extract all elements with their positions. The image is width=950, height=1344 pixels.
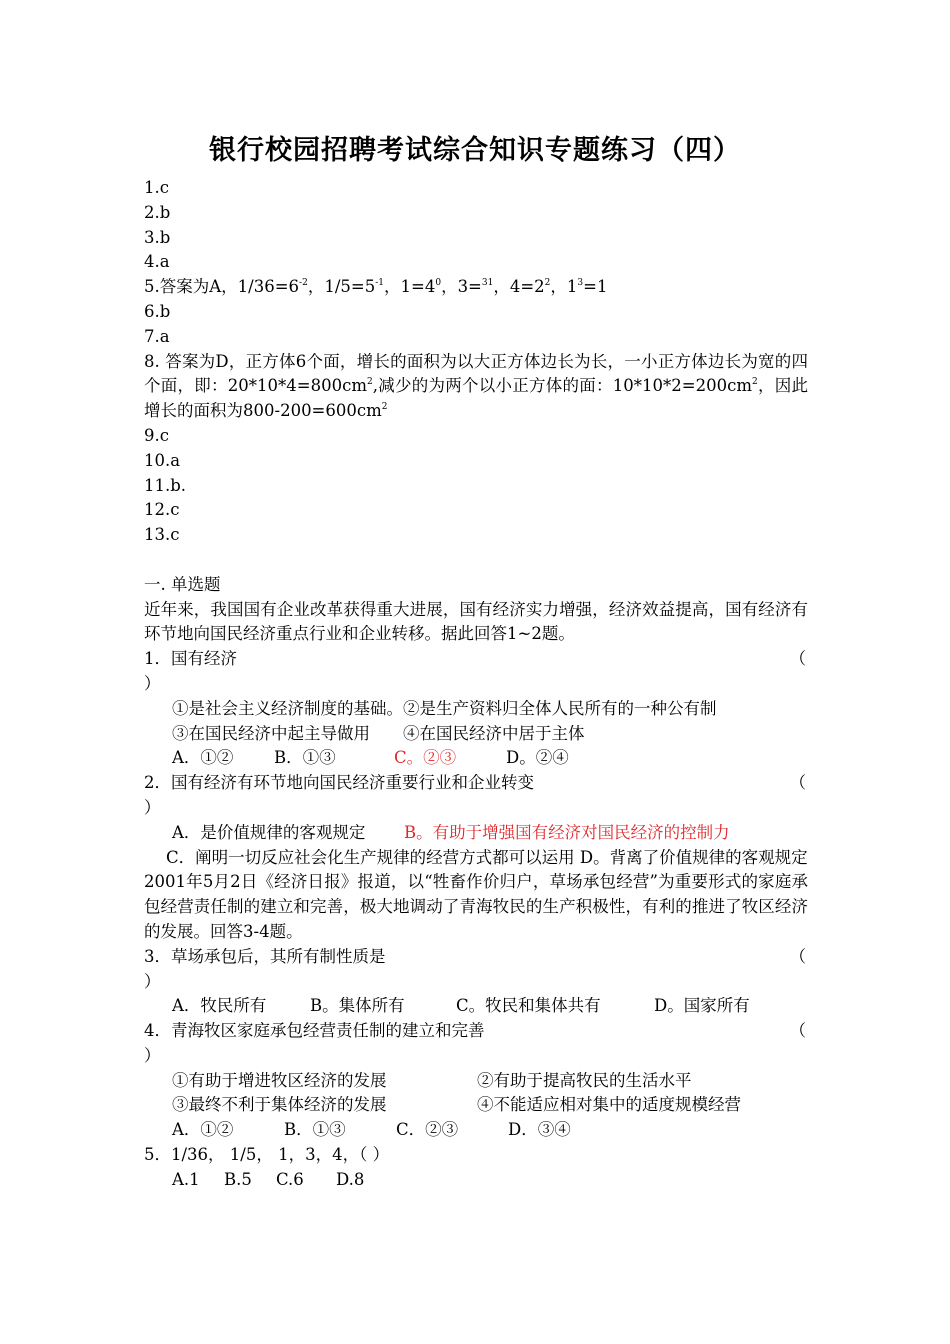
exponent: 0	[435, 277, 442, 288]
answer-8-text: ，因此增长的面积为800-200=600cm	[144, 376, 809, 421]
choice-b: B.5	[224, 1169, 252, 1189]
answer-12: 12.c	[144, 500, 180, 520]
question-1-stem: 1．国有经济	[144, 649, 237, 669]
question-4-stem-row	[144, 1019, 808, 1044]
question-2-choices-cd	[144, 846, 808, 871]
statement-2: ②有助于提高牧民的生活水平	[477, 1070, 692, 1090]
choice-b: B．①③	[284, 1120, 346, 1140]
section-heading: 一. 单选题	[144, 574, 221, 594]
answer-13: 13.c	[144, 525, 180, 545]
answer-5-text: ，3=	[441, 277, 482, 297]
answer-11: 11.b.	[144, 475, 187, 495]
answer-1: 1.c	[144, 178, 169, 197]
exponent: -1	[375, 277, 384, 288]
statement-4: ④不能适应相对集中的适度规模经营	[477, 1095, 741, 1115]
answer-8	[144, 350, 808, 424]
question-1-stem-row	[144, 647, 808, 672]
exponent: -2	[299, 277, 308, 288]
spacer	[144, 548, 808, 573]
exponent: 31	[481, 277, 494, 288]
answer-blank-close: ）	[144, 797, 161, 817]
choice-a: A．牧民所有	[172, 996, 267, 1016]
question-1-statements-2: ③在国民经济中起主导做用 ④在国民经济中居于主体	[172, 723, 585, 743]
choice-c: C．②③	[396, 1120, 459, 1140]
question-5-stem: 5．1/36， 1/5， 1，3，4，（ ）	[144, 1145, 390, 1165]
choice-d: D。国家所有	[654, 996, 750, 1016]
exponent: 2	[544, 277, 551, 288]
question-3-stem: 3．草场承包后，其所有制性质是	[144, 946, 386, 966]
choice-b: B。集体所有	[310, 996, 405, 1016]
answer-blank-open: （	[789, 773, 806, 793]
answer-blank-close: ）	[144, 673, 161, 693]
answer-3: 3.b	[144, 227, 171, 247]
choice-a: A．①②	[172, 1120, 234, 1140]
statement-3: ③最终不利于集体经济的发展	[172, 1095, 387, 1115]
question-4-statements-2	[144, 1093, 808, 1118]
page-title: 银行校园招聘考试综合知识专题练习（四）	[209, 135, 741, 166]
answer-blank-close: ）	[144, 971, 161, 991]
choice-a: A.1	[172, 1169, 200, 1189]
choice-c: C。牧民和集体共有	[456, 996, 601, 1016]
answer-5-text: ，1/5=5	[307, 277, 376, 297]
choice-a: A．是价值规律的客观规定	[172, 822, 366, 842]
intro-paragraph-1: 近年来，我国国有企业改革获得重大进展，国有经济实力增强，经济效益提高，国有经济有环节地向国民经济重点行业和企业转移。据此回答1~2题。	[144, 599, 808, 644]
answer-8-text: 8. 答案为D，正方体6个面，增长的面积为以大正方体边长为长，一小正方体边长为宽的四个面，即：20*10*4=800cm	[144, 351, 808, 396]
answer-blank-close: ）	[144, 1045, 161, 1065]
answer-8-text: ,减少的为两个以小正方体的面：10*10*2=200cm	[372, 376, 752, 396]
answer-5-text: ，1	[550, 277, 578, 297]
choice-b: B．①③	[274, 748, 336, 768]
question-2-choices-ab	[144, 821, 808, 846]
question-1-choices	[144, 746, 808, 771]
choice-c: C.6	[276, 1169, 304, 1189]
answer-5-text: =1	[583, 277, 608, 297]
question-3-choices	[144, 994, 808, 1019]
answer-9: 9.c	[144, 425, 169, 445]
question-4-statements-1	[144, 1069, 808, 1094]
question-1-statements-1: ①是社会主义经济制度的基础。②是生产资料归全体人民所有的一种公有制	[172, 698, 717, 718]
question-5-choices	[144, 1168, 808, 1193]
answer-10: 10.a	[144, 450, 181, 470]
statement-1: ①有助于增进牧区经济的发展	[172, 1070, 387, 1090]
question-2-stem-row	[144, 771, 808, 796]
choice-d: D。背离了价值规律的客观规定	[579, 847, 808, 867]
exponent: 2	[381, 401, 388, 412]
document-body	[144, 176, 808, 1193]
choice-d: D.8	[336, 1169, 365, 1189]
answer-5-text: 5.答案为A，1/36=6	[144, 277, 300, 297]
exponent: 3	[577, 277, 584, 288]
choice-a: A．①②	[172, 748, 234, 768]
answer-5-text: ，1=4	[384, 277, 436, 297]
answer-5	[144, 275, 808, 300]
exponent: 2	[366, 376, 373, 387]
answer-7: 7.a	[144, 326, 170, 346]
question-4-stem: 4．青海牧区家庭承包经营责任制的建立和完善	[144, 1021, 485, 1041]
choice-d: D．③④	[508, 1120, 571, 1140]
choice-d: D。②④	[506, 748, 569, 768]
answer-2: 2.b	[144, 202, 171, 222]
question-4-choices	[144, 1118, 808, 1143]
question-3-stem-row	[144, 945, 808, 970]
answer-5-text: ，4=2	[493, 277, 545, 297]
answer-blank-open: （	[789, 1021, 806, 1041]
answer-blank-open: （	[789, 649, 806, 669]
answer-6: 6.b	[144, 301, 171, 321]
answer-4: 4.a	[144, 252, 170, 272]
choice-b-highlighted: B。有助于增强国有经济对国民经济的控制力	[404, 822, 730, 842]
exponent: 2	[752, 376, 758, 387]
choice-c: C．阐明一切反应社会化生产规律的经营方式都可以运用	[166, 847, 575, 867]
intro-paragraph-2: 2001年5月2日《经济日报》报道，以“牲畜作价归户，草场承包经营”为重要形式的家庭承包经营责任制的建立和完善，极大地调动了青海牧民的生产积极性，有利的推进了牧区经济的发展。回答3-4题。	[144, 872, 808, 941]
question-2-stem: 2．国有经济有环节地向国民经济重要行业和企业转变	[144, 773, 534, 793]
answer-blank-open: （	[789, 946, 806, 966]
choice-c-highlighted: C。②③	[394, 748, 457, 768]
